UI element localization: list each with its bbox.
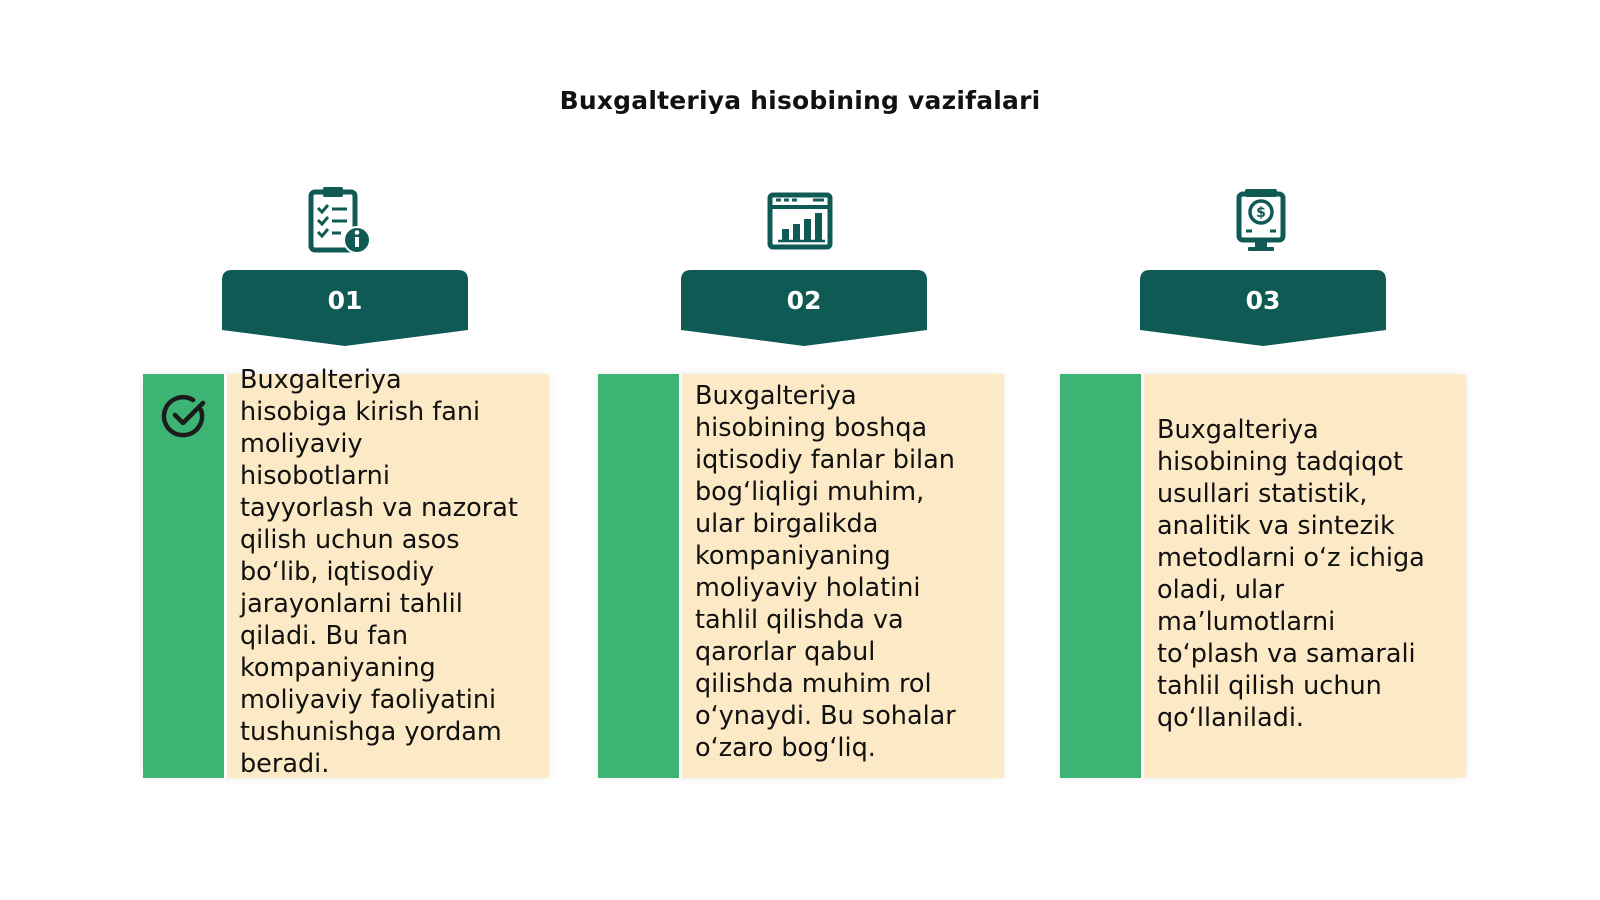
check-circle-icon xyxy=(161,392,209,440)
card-stripe xyxy=(1060,374,1141,778)
step-number: 01 xyxy=(327,286,363,315)
clipboard-checklist-info-icon xyxy=(305,186,375,256)
card-stripe xyxy=(143,374,224,778)
svg-text:$: $ xyxy=(1256,205,1266,221)
page-title: Buxgalteriya hisobining vazifalari xyxy=(559,86,1041,115)
info-card-2 xyxy=(598,374,1004,778)
bar-chart-window-icon xyxy=(765,186,835,256)
info-card-1 xyxy=(143,365,549,779)
step-number: 03 xyxy=(1245,286,1281,315)
step-badge-01 xyxy=(222,270,468,350)
info-card-3 xyxy=(1060,374,1466,778)
step-badge-03 xyxy=(1140,270,1386,350)
card-text: Buxgalteriya hisobining boshqa iqtisodiy fanlar bilan bog‘liqligi muhim, ular birgalikda kompaniyaning moliyaviy holatini tahlil qilishda va qarorlar qabul qilishda muhim rol o‘ynaydi. Bu sohalar o‘zaro bog‘liq. xyxy=(695,381,956,763)
step-number: 02 xyxy=(786,286,822,315)
dollar-monitor-icon xyxy=(1226,186,1296,256)
card-stripe xyxy=(598,374,679,778)
card-text: Buxgalteriya hisobining tadqiqot usullari statistik, analitik va sintezik metodlarni o‘z ichiga oladi, ular ma’lumotlarni to‘plash va samarali tahlil qilish uchun qo‘llaniladi. xyxy=(1157,415,1425,733)
step-badge-02 xyxy=(681,270,927,350)
card-text: Buxgalteriya hisobiga kirish fani moliyaviy hisobotlarni tayyorlash va nazorat qilish uchun asos bo‘lib, iqtisodiy jarayonlarni tahlil qiladi. Bu fan kompaniyaning moliyaviy faoliyatini tushunishga yordam beradi. xyxy=(240,365,518,779)
